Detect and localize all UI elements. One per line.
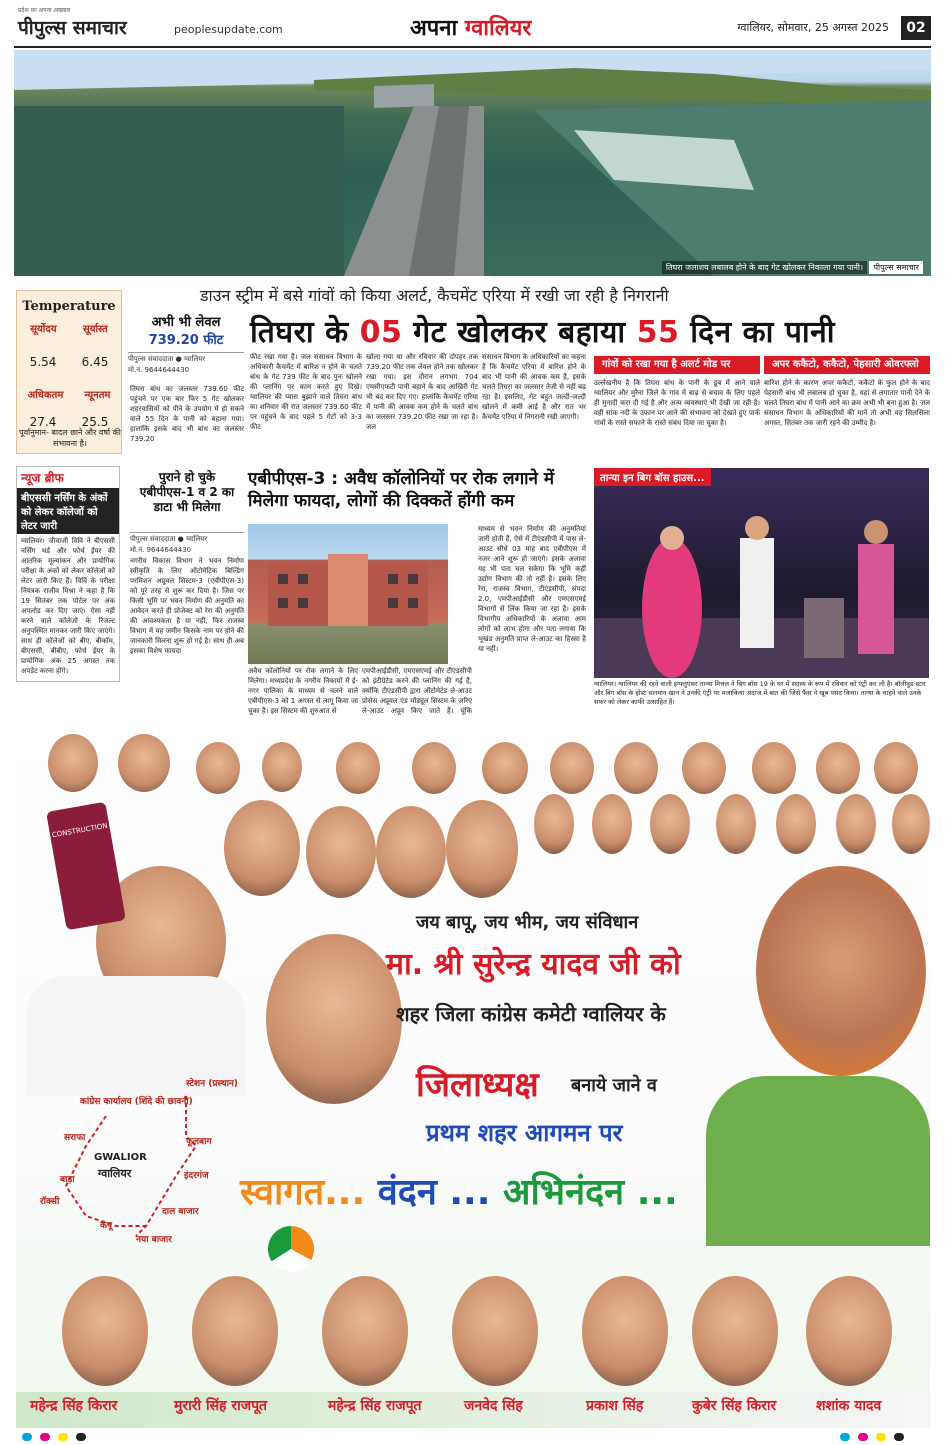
map-title-hi: ग्वालियर [98, 1167, 132, 1180]
map-point: सराफा [64, 1133, 86, 1143]
website-link[interactable]: peoplesupdate.com [174, 23, 283, 36]
dateline: ग्वालियर, सोमवार, 25 अगस्त 2025 [737, 21, 889, 34]
phone-label: CONSTRUCTION [51, 821, 109, 840]
leader-photo [224, 800, 300, 896]
leader-photo [776, 794, 816, 854]
map-point: कंपू [100, 1221, 113, 1231]
map-point: इंदरगंज [184, 1171, 209, 1181]
villages-alert-tag: गांवों को रखा गया है अलर्ट मोड पर [594, 356, 760, 374]
leader-photo [196, 742, 240, 794]
overflow-tag: अपर ककैटो, ककैटो, पेहसारी ओवरफ्लो [764, 356, 930, 374]
tanya-caption: ग्वालियर। ग्वालियर की रहने वाली इन्फ्लुएंसर तान्या मित्तल ने बिग बॉस 19 के घर में सदस्य के रूप में रविवार को एंट्री कर ली है। बॉलीवुड स्टार और बिग बॉस के होस्ट सलमान खान ने उनकी एंट्री पर मजाकिया अंदाज में बात की जिसे फैंस ने खूब पसंद किया। तान्या के चाहने वाले उनके सफर को लेकर काफी उत्साहित हैं। [594, 680, 926, 706]
min-label: न्यूनतम [84, 390, 111, 401]
lead-subheadline: डाउन स्ट्रीम में बसे गांवों को किया अलर्ट, कैचमेंट एरिया में रखी जा रही है निगरानी [200, 286, 669, 305]
honoree-garland [706, 1076, 930, 1246]
section-prefix: अपना [410, 16, 458, 41]
map-point: फूलबाग [186, 1137, 212, 1147]
leader-photo [376, 806, 446, 898]
leader-photo [752, 742, 796, 794]
leader-photo [716, 794, 756, 854]
news-brief-heading: न्यूज ब्रीफ [21, 471, 64, 485]
section-title [410, 12, 531, 42]
leader-photo [412, 742, 456, 794]
abps-col-a: अवैध कॉलोनियों पर रोक लगाने के लिए मिलेगा। मध्यप्रदेश के नगरीय निकायों में ई-नगर पालिका के माध्यम से चलने वाले एबीपीएस-3 को 1 अगस्त से लागू किया जा चुका है। इस सिस्टम की शुरुआत से [248, 667, 358, 715]
headline-part1: तिघरा के [250, 315, 349, 350]
black-mark [894, 1433, 904, 1441]
map-point: नया बाजार [136, 1235, 172, 1245]
worker-photo [806, 1276, 892, 1386]
leader-photo [682, 742, 726, 794]
yellow-mark [876, 1433, 886, 1441]
ad-arrival: प्रथम शहर आगमन पर [426, 1119, 623, 1147]
welcome-word-3: अभिनंदन ... [502, 1172, 678, 1213]
level-box [128, 312, 244, 375]
ad-committee: शहर जिला कांग्रेस कमेटी ग्वालियर के [396, 1002, 666, 1026]
news-brief [16, 466, 120, 682]
leader-photo [306, 806, 376, 898]
leader-photo [262, 742, 302, 792]
lead-headline[interactable] [250, 310, 835, 351]
map-point: बाड़ा [60, 1175, 75, 1185]
abps-side-heading[interactable]: पुराने हो चुके एबीपीएस-1 व 2 का डाटा भी मिलेगा [139, 470, 235, 514]
magenta-mark [858, 1433, 868, 1441]
leader-photo [874, 742, 918, 794]
worker-name: महेन्द्र सिंह किरार [30, 1398, 118, 1414]
section-name: ग्वालियर [464, 16, 532, 41]
news-brief-text: ग्वालियर। जीवाजी विवि ने बीएससी नर्सिंग थर्ड और फोर्थ ईयर की आंतरिक मूल्यांकन और प्रायोगिक परीक्षा के अंकों को लेकर कॉलेजों को लेटर जारी किए हैं। विवि के परीक्षा नियंत्रक राजीव मिश्रा ने कहा है कि 19 सितंबर तक पोर्टल पर अंक अपलोड कर दिए जाएं। ऐसा नहीं करने वाले कॉलेजों के रिजल्ट अनुपस्थित मानकर जारी किए जाएंगे। साथ ही कॉलेजों को बीए, बीकॉम, बीएससी, बीबीए, फोर्थ ईयर के प्रायोगिक अंक 25 अगस्त तक अपडेट करना होंगे। [21, 537, 115, 675]
worker-photo [582, 1276, 668, 1386]
worker-photo [62, 1276, 148, 1386]
worker-photo [322, 1276, 408, 1386]
abps-side-byline: पीपुल्स संवाददाता ● ग्वालियर [130, 532, 244, 544]
temperature-title: Temperature [22, 299, 116, 314]
leader-photo [550, 742, 594, 794]
abps-col-b: एमपीआईडीसी, एमएसएमई और टीएंडसीपी को इंटीग्रेटेड करने की प्लानिंग की गई है, क्योंकि टीएंडसीपी द्वारा ऑटोमेटेड ले-आउट प्रोसेस अप्रूवल एंड मॉड्यूल सिस्टम के जरिए ले-आउट अप्रूव किए जाते हैं। चूंकि [362, 667, 472, 715]
sun-labels [17, 321, 121, 335]
photo-caption: तिघरा जलाशय लबालब होने के बाद गेट खोलकर निकाला गया पानी। [662, 261, 867, 274]
congress-hand-icon [268, 1226, 314, 1272]
worker-name: मुरारी सिंह राजपूत [174, 1398, 268, 1414]
map-title: GWALIOR [94, 1152, 147, 1163]
page-number: 02 [901, 16, 931, 40]
lead-story-col3: खोला गया था और रविवार की दोपहर तक 739.20 फीट तक लेवल होने तक खोलकर रखा गया। इस दौरान लगभग 704 एमसीएफटी पानी बहाने के बाद आखिरी गेट भी बंद कर दिए गए। हालांकि कैचमेंट एरिया में पानी की आवक कम होने के चलते बांध का जलस्तर 739.20 फीट रखा जा रहा है। जल [366, 353, 478, 431]
ad-slogan: जय बापू, जय भीम, जय संविधान [416, 912, 639, 933]
ad-post-suffix: बनाये जाने व [571, 1075, 657, 1096]
headline-gates-count: 05 [359, 315, 403, 350]
leader-photo [118, 734, 170, 792]
photo-credit: पीपुल्स समाचार [869, 261, 923, 274]
sunset-value: 6.45 [81, 355, 109, 369]
tanya-illustration [594, 468, 929, 678]
leader-photo [836, 794, 876, 854]
cyan-mark [840, 1433, 850, 1441]
tanya-tag: तान्या इन बिग बॉस हाउस... [594, 468, 711, 486]
ad-welcome [240, 1166, 678, 1215]
leader-photo [336, 742, 380, 794]
dam-photo [14, 50, 931, 276]
headline-part2: गेट खोलकर बहाया [413, 315, 626, 350]
overflow-text: बारिश होने के कारण अपर ककैटो, ककैटो के फुल होने के बाद पेहसारी बांध भी लबालब हो चुका है, यहां से लगातार पानी देने के चलते तिघरा बांध में पानी आने का क्रम अभी भी बना हुआ है। जल संसाधन विभाग के अधिकारियों की मानें तो अभी यह सिलसिला अगस्त, सितंबर तक जारी रहने की उम्मीद है। [764, 379, 930, 427]
headline-part3: दिन का पानी [690, 315, 836, 350]
newspaper-logo[interactable] [18, 7, 127, 40]
sun-values [17, 355, 121, 369]
leader-photo-main [266, 934, 402, 1104]
map-point: दाल बाजार [162, 1207, 199, 1217]
min-value: 25.5 [81, 415, 109, 429]
phone-illustration [46, 802, 126, 931]
welcome-word-1: स्वागत... [240, 1172, 366, 1213]
worker-photo [692, 1276, 778, 1386]
leader-photo [892, 794, 930, 854]
leader-photo [816, 742, 860, 794]
headline-days-count: 55 [636, 315, 680, 350]
level-mobile: मो.नं. 9644644430 [128, 366, 190, 374]
yellow-mark [58, 1433, 68, 1441]
sunrise-label: सूर्योदय [30, 324, 57, 335]
print-registration-marks [0, 1433, 945, 1443]
news-brief-title[interactable]: बीएससी नर्सिंग के अंकों को लेकर कॉलेजों को लेटर जारी [17, 488, 119, 534]
leader-photo [534, 794, 574, 854]
villages-alert-text: उल्लेखनीय है कि तिघरा बांध के पानी के डूब में आने वाले ग्वालियर और मुरैना जिले के गांव में बाढ़ से बचाव के लिए पहले ही मुनादी करा दी गई है और अन्य व्यवस्थाएं भी देखी जा रही है। वहीं सांक नदी के उफान पर आने की संभावना को देखते हुए पार्क गांवों के रास्ते सफाने के रास्ते संबंध दिया जा चुका है। [594, 379, 760, 427]
level-value: 739.20 फीट [148, 333, 224, 348]
lead-story-col1: तिघरा बांध का जलस्तर 739.60 फीट पहुंचने पर एक बार फिर 5 गेट खोलकर शहरवासियों को पीने के उपयोग में हो सकने वाले 55 दिन के पानी को बहाना गया। हालांकि इसके बाद भी बांध का जलस्तर 739.20 [130, 385, 244, 443]
leader-photo [446, 800, 518, 898]
temperature-box [16, 290, 122, 454]
abps-headline[interactable]: एबीपीएस-3 : अवैध कॉलोनियों पर रोक लगाने में मिलेगा फायदा, लोगों की दिक्कतें होंगी कम [248, 469, 555, 511]
worker-name: शशांक यादव [816, 1398, 882, 1414]
route-map [36, 1076, 256, 1246]
ad-honoree-name: मा. श्री सुरेन्द्र यादव जी को [386, 947, 681, 982]
leader-photo [592, 794, 632, 854]
worker-photo [192, 1276, 278, 1386]
sunrise-value: 5.54 [29, 355, 57, 369]
map-point: कांग्रेस कार्यालय (शिंदे की छावनी) [80, 1097, 193, 1107]
leader-photo [614, 742, 658, 794]
abps-side-text: नगरीय विकास विभाग ने भवन निर्माण स्वीकृति के लिए ऑटोमेटिक बिल्डिंग परमिशन अप्रूवल सिस्टम-3 (एबीपीएस-3) को पूरे तरह से शुरू कर दिया है। जिस पर किसी भूमि पर भवन निर्माण की अनुमति का आवेदन करते ही प्रोजेक्ट को रेरा की अनुमति की आवश्यकता है या नहीं, फिर राजस्व विभाग में यह जमीन किसके नाम पर होने की जानकारी मिलना शुरू हो गई है। साथ ही अब इसका विशेष फायदा [130, 557, 244, 655]
welcome-word-2: वंदन ... [377, 1172, 491, 1213]
leader-photo [650, 794, 690, 854]
max-value: 27.4 [29, 415, 57, 429]
ad-post: जिलाध्यक्ष [416, 1065, 539, 1105]
worker-name: कुबेर सिंह किरार [692, 1398, 777, 1414]
congress-advertisement [16, 716, 930, 1428]
building-illustration [248, 524, 448, 664]
lead-story-col2: फीट रखा गया है। जल संसाधन विभाग के अधिकारी कैचमेंट में बारिश न होने के चलते बांध के गेट 739 फीट के बाद पुनः खोलने की प्लानिंग पर काम करते हुए दिखे। ग्वालियर की प्यास बुझाने वाले तिघरा बांध का शनिवार की रात जलस्तर 739.60 फीट पर पहुंचने के बाद पहले 5 गेटों को 3-3 फीट [250, 353, 362, 431]
level-byline: पीपुल्स संवाददाता ● ग्वालियर [128, 352, 244, 364]
leader-photo [482, 742, 528, 794]
worker-names [16, 1392, 930, 1428]
abps-col-c: माध्यम से भवन निर्माण की अनुमतियां जारी होती हैं, ऐसे में टीएंडसीपी में पास ले-आउट सीधे 03 माह बाद एबीपीएस में नजर आने शुरू हो जाएंगे। इसके अलावा यह भी पता चल सकेगा कि भूमि कहीं उद्योग विभाग की तो नहीं है। इसके लिए रेरा, राजस्व विभाग, टीएंडसीपी, संपदा 2.0, एमपीआईडीसी और एमएसएमई विभागों से लिंक किया जा रहा है। इसके विभागीय अधिकारियों के अलावा आम लोगों को लाभ होगा और पता लगाया कि भूखंड अनुमति प्राप्त ले-आउट का हिस्सा है या नहीं। [478, 525, 586, 653]
masthead [14, 7, 931, 48]
dam-illustration [14, 50, 931, 276]
worker-name: जनवेद सिंह [464, 1398, 523, 1414]
level-heading: अभी भी लेवल [151, 315, 221, 330]
map-point: स्टेशन (प्रस्थान) [186, 1079, 239, 1089]
logo-text: पीपुल्स समाचार [18, 17, 127, 39]
building-photo [248, 524, 448, 664]
sunset-label: सूर्यास्त [82, 324, 108, 335]
worker-photo [452, 1276, 538, 1386]
max-label: अधिकतम [27, 390, 64, 401]
abps-side-mobile: मो.नं. 9644644430 [130, 546, 192, 554]
cyan-mark [22, 1433, 32, 1441]
temp-labels [17, 387, 121, 401]
magenta-mark [40, 1433, 50, 1441]
tanya-photo [594, 468, 929, 678]
map-point: रॉक्सी [40, 1197, 60, 1207]
logo-tagline: प्रदेश का अपना अखबार [18, 7, 71, 14]
honoree-photo [756, 866, 926, 1076]
lead-story-col4: संसाधन विभाग के अधिकारियों का कहना है कि कैचमेंट एरिया में बारिश होने के बाद भी पानी की आवक कम है, इसके चलते तिघरा का जलस्तर तेजी से नहीं बढ़ रहा है। इसलिए, गेट बहुत जल्दी-जल्दी खोलने में कमी आई है और रात भर कैचमेंट एरिया में निगरानी रखी जाएगी। [482, 353, 586, 421]
worker-name: प्रकाश सिंह [586, 1398, 644, 1414]
black-mark [76, 1433, 86, 1441]
worker-name: महेन्द्र सिंह राजपूत [328, 1398, 422, 1414]
leader-photo [48, 734, 98, 792]
weather-forecast: पूर्वानुमान- बादल छाने और वर्षा की संभावना है। [19, 428, 121, 448]
